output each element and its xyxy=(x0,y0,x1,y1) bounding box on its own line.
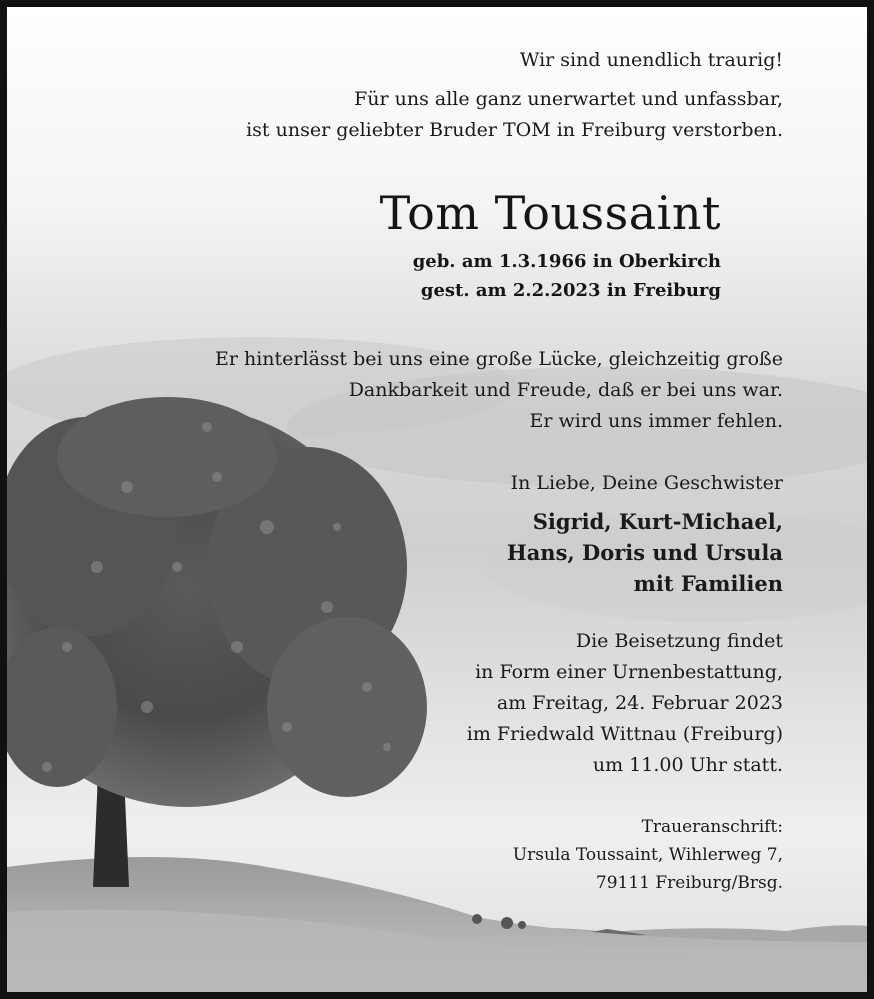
funeral-line: Die Beisetzung findet xyxy=(575,630,783,652)
address-line: Ursula Toussaint, Wihlerweg 7, xyxy=(512,845,783,865)
funeral-info xyxy=(467,626,783,781)
address-line: 79111 Freiburg/Brsg. xyxy=(595,873,783,893)
lead-line: Für uns alle ganz unerwartet und unfassbar, xyxy=(354,88,783,110)
message-line: Er wird uns immer fehlen. xyxy=(529,410,783,432)
address-line: Traueranschrift: xyxy=(641,817,783,837)
mourning-address xyxy=(513,813,783,897)
signoff-text: In Liebe, Deine Geschwister xyxy=(510,472,783,494)
died-date: gest. am 2.2.2023 in Freiburg xyxy=(420,280,721,301)
life-dates xyxy=(413,247,721,305)
message-line: Dankbarkeit und Freude, daß er bei uns war. xyxy=(348,379,783,401)
family-line: Sigrid, Kurt-Michael, xyxy=(532,509,783,534)
family-line: Hans, Doris und Ursula xyxy=(506,540,783,565)
family-line: mit Familien xyxy=(633,571,783,596)
intro-text xyxy=(520,45,783,76)
deceased-name: Tom Toussaint xyxy=(379,186,721,240)
funeral-line: um 11.00 Uhr statt. xyxy=(592,754,783,776)
funeral-line: im Friedwald Wittnau (Freiburg) xyxy=(466,723,783,745)
lead-text xyxy=(246,84,783,146)
message-text xyxy=(215,344,783,437)
funeral-line: am Freitag, 24. Februar 2023 xyxy=(496,692,783,714)
lead-line: ist unser geliebter Bruder TOM in Freiburg verstorben. xyxy=(246,119,783,141)
intro-line: Wir sind unendlich traurig! xyxy=(519,49,783,71)
message-line: Er hinterlässt bei uns eine große Lücke, gleichzeitig große xyxy=(214,348,783,370)
funeral-line: in Form einer Urnenbestattung, xyxy=(475,661,783,683)
family-names xyxy=(507,506,783,599)
born-date: geb. am 1.3.1966 in Oberkirch xyxy=(412,251,721,272)
